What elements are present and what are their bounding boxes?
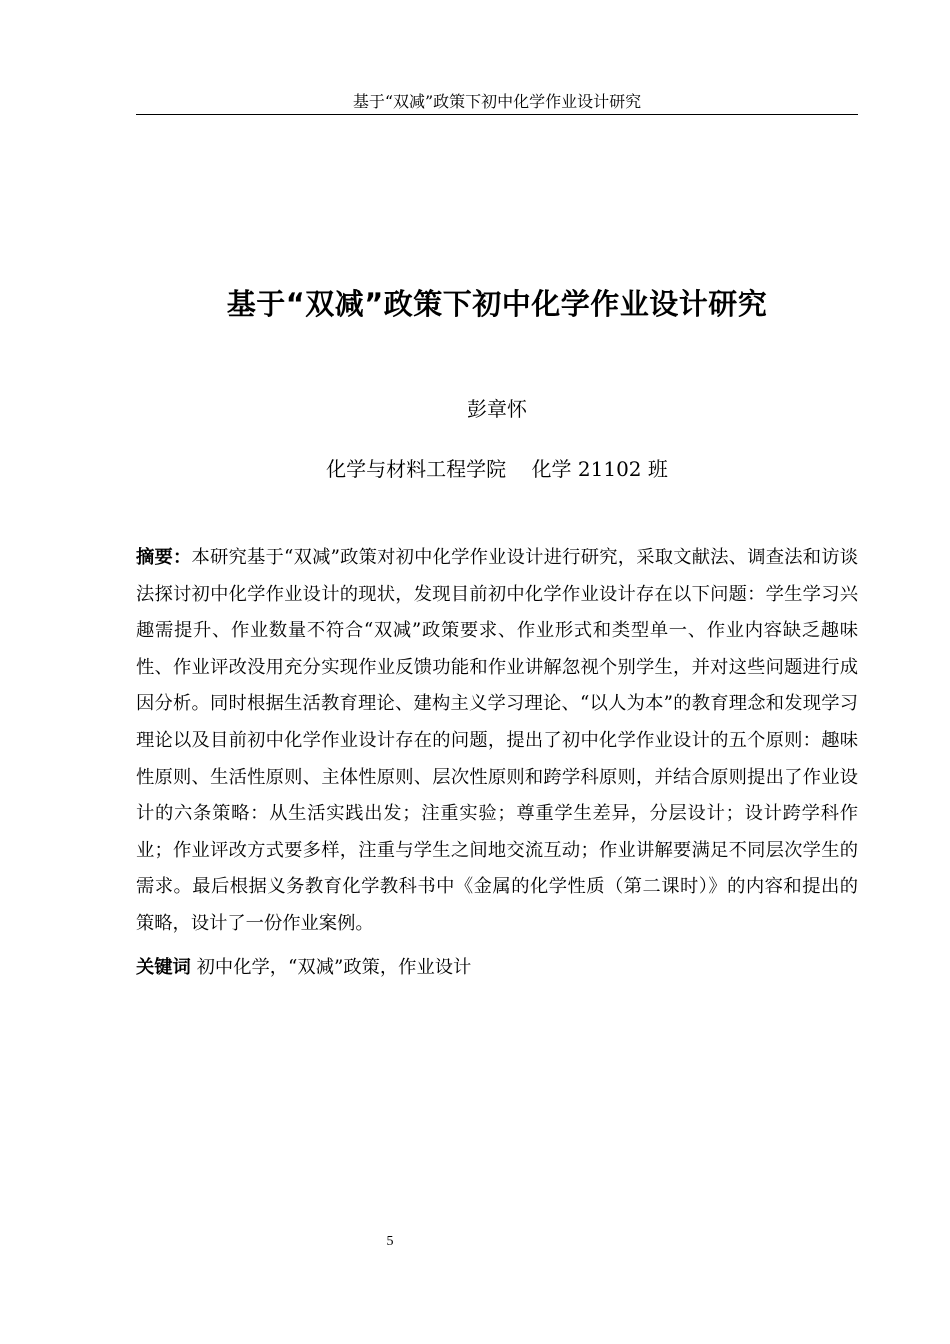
- class-name: 化学 21102 班: [531, 457, 668, 481]
- page-number: 5: [386, 1234, 394, 1249]
- abstract-label: 摘要：: [136, 547, 192, 568]
- abstract: [136, 540, 858, 943]
- keywords-label: 关键词: [136, 957, 191, 978]
- running-header: 基于“双减”政策下初中化学作业设计研究: [352, 92, 642, 111]
- affiliation: [136, 455, 858, 483]
- keywords-text: 初中化学，“双减”政策，作业设计: [196, 957, 472, 978]
- school-name: 化学与材料工程学院: [326, 457, 507, 481]
- abstract-text: 本研究基于“双减”政策对初中化学作业设计进行研究，采取文献法、调查法和访谈法探讨初中化学作业设计的现状，发现目前初中化学作业设计存在以下问题：学生学习兴趣需提升、作业数量不符合“双减”政策要求、作业形式和类型单一、作业内容缺乏趣味性、作业评改没用充分实现作业反馈功能和作业讲解忽视个别学生，并对这些问题进行成因分析。同时根据生活教育理论、建构主义学习理论、“以人为本”的教育理念和发现学习理论以及目前初中化学作业设计存在的问题，提出了初中化学作业设计的五个原则：趣味性原则、生活性原则、主体性原则、层次性原则和跨学科原则，并结合原则提出了作业设计的六条策略：从生活实践出发；注重实验；尊重学生差异，分层设计；设计跨学科作业；作业评改方式要多样，注重与学生之间地交流互动；作业讲解要满足不同层次学生的需求。最后根据义务教育化学教科书中《金属的化学性质（第二课时）》的内容和提出的策略，设计了一份作业案例。: [136, 547, 858, 934]
- author-name: 彭章怀: [467, 397, 527, 421]
- keywords: [136, 954, 858, 982]
- header-rule: [136, 114, 858, 115]
- paper-title: 基于“双减”政策下初中化学作业设计研究: [226, 287, 768, 321]
